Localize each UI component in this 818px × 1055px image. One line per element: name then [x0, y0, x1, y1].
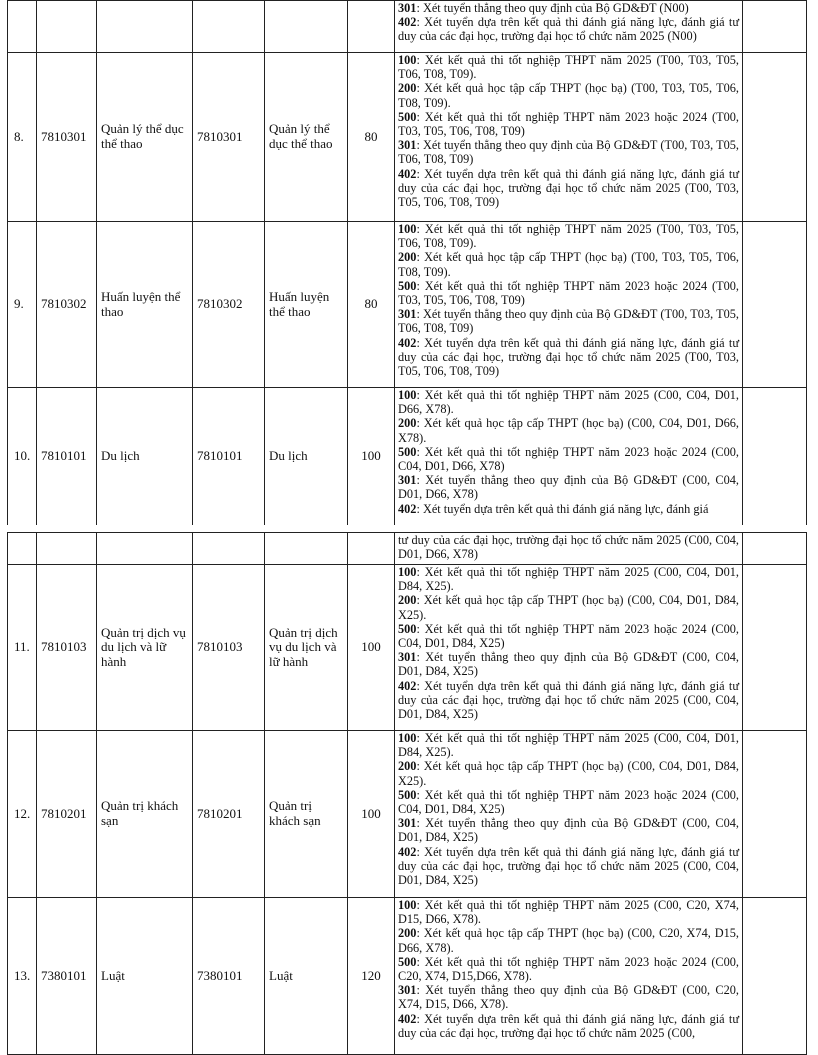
- major-name: Quản trị dịch vụ du lịch và lữ hành: [97, 565, 193, 731]
- admission-group-name: Quản trị khách sạn: [265, 731, 348, 898]
- major-name: Quản trị khách sạn: [97, 731, 193, 898]
- admission-group-name: Quản lý thể dục thể thao: [265, 53, 348, 222]
- method-code: 200: [398, 759, 417, 774]
- admission-table-part-2: [7, 532, 807, 1055]
- admission-method: [398, 110, 739, 138]
- admission-method: [398, 816, 739, 844]
- table-row: [8, 388, 807, 526]
- method-text: : Xét tuyển thẳng theo quy định của Bộ GD&ĐT (N00): [416, 1, 689, 15]
- admission-code: [193, 533, 265, 565]
- admission-method: [398, 81, 739, 109]
- method-code: 100: [398, 388, 417, 402]
- method-text: : Xét tuyển dựa trên kết quả thi đánh giá năng lực, đánh giá tư duy của các đại học, trường đại học tổ chức năm 2025 (C00, C04, D01, D84, X25): [398, 678, 739, 722]
- table-row: [8, 565, 807, 731]
- method-code: 301: [398, 473, 417, 488]
- admission-code: 7810302: [193, 222, 265, 388]
- method-text: : Xét tuyển dựa trên kết quả thi đánh giá năng lực, đánh giá tư duy của các đại học, trường đại học tổ chức năm 2025 (C00,: [398, 1011, 739, 1040]
- quota: [348, 1, 395, 53]
- admission-code: 7810103: [193, 565, 265, 731]
- admission-method: [398, 650, 739, 678]
- method-code: 100: [398, 222, 417, 236]
- method-text: : Xét kết quả thi tốt nghiệp THPT năm 2023 hoặc 2024 (C00, C20, X74, D15,D66, X78).: [398, 954, 739, 984]
- method-code: 500: [398, 787, 417, 802]
- admission-group-name: Quản trị dịch vụ du lịch và lữ hành: [265, 565, 348, 731]
- method-text: : Xét tuyển thẳng theo quy định của Bộ GD&ĐT (C00, C04, D01, D84, X25): [398, 650, 739, 679]
- major-code: 7810301: [37, 53, 97, 222]
- table-row: [8, 533, 807, 565]
- admission-methods: [395, 1, 743, 53]
- row-number: 9.: [8, 222, 37, 388]
- quota: 100: [348, 731, 395, 898]
- row-number: 8.: [8, 53, 37, 222]
- method-text: : Xét kết quả thi tốt nghiệp THPT năm 2025 (C00, C04, D01, D84, X25).: [398, 565, 739, 594]
- note-cell: [743, 53, 807, 222]
- admission-methods: [395, 533, 743, 565]
- method-text: : Xét kết quả thi tốt nghiệp THPT năm 2025 (T00, T03, T05, T06, T08, T09).: [398, 222, 739, 251]
- admission-method: [398, 445, 739, 473]
- method-code: 500: [398, 109, 417, 124]
- admission-methods: [395, 565, 743, 731]
- major-code: [37, 533, 97, 565]
- quota: 100: [348, 565, 395, 731]
- method-code: 402: [398, 15, 417, 30]
- admission-code: 7810301: [193, 53, 265, 222]
- method-code: 301: [398, 650, 417, 665]
- note-cell: [743, 898, 807, 1055]
- admission-method: [398, 533, 739, 561]
- method-text: : Xét tuyển dựa trên kết quả thi đánh giá năng lực, đánh giá tư duy của các đại học, trường đại học tổ chức năm 2025 (T00, T03, T05, T06, T08, T09): [398, 335, 739, 379]
- method-code: 200: [398, 926, 417, 941]
- major-name: [97, 533, 193, 565]
- admission-method: [398, 279, 739, 307]
- page-break-gap: [0, 525, 818, 532]
- admission-method: [398, 388, 739, 416]
- major-code: 7810103: [37, 565, 97, 731]
- admission-code: 7380101: [193, 898, 265, 1055]
- method-code: 402: [398, 678, 417, 693]
- row-number: [8, 1, 37, 53]
- method-code: 402: [398, 844, 417, 859]
- major-name: Du lịch: [97, 388, 193, 526]
- method-text: : Xét kết quả thi tốt nghiệp THPT năm 2025 (C00, C04, D01, D66, X78).: [398, 388, 739, 417]
- method-text: : Xét tuyển thẳng theo quy định của Bộ GD&ĐT (C00, C20, X74, D15, D66, X78).: [398, 983, 739, 1012]
- method-code: 200: [398, 250, 417, 265]
- admission-methods: [395, 388, 743, 526]
- method-text: : Xét tuyển thẳng theo quy định của Bộ GD&ĐT (C00, C04, D01, D66, X78): [398, 473, 739, 502]
- method-text: : Xét kết quả thi tốt nghiệp THPT năm 2023 hoặc 2024 (C00, C04, D01, D66, X78): [398, 444, 739, 474]
- note-cell: [743, 565, 807, 731]
- admission-methods: [395, 53, 743, 222]
- method-text: : Xét tuyển dựa trên kết quả thi đánh giá năng lực, đánh giá: [416, 501, 709, 516]
- admission-method: [398, 336, 739, 379]
- method-code: 200: [398, 593, 417, 608]
- admission-methods: [395, 898, 743, 1055]
- major-code: [37, 1, 97, 53]
- admission-method: [398, 416, 739, 444]
- method-text: : Xét kết quả học tập cấp THPT (học bạ) (T00, T03, T05, T06, T08, T09).: [398, 250, 739, 279]
- method-text: : Xét tuyển dựa trên kết quả thi đánh giá năng lực, đánh giá tư duy của các đại học, trường đại học tổ chức năm 2025 (T00, T03, T05, T06, T08, T09): [398, 166, 739, 210]
- method-code: 402: [398, 335, 417, 350]
- method-text: : Xét tuyển thẳng theo quy định của Bộ GD&ĐT (C00, C04, D01, D84, X25): [398, 816, 739, 845]
- note-cell: [743, 222, 807, 388]
- major-name: Huấn luyện thể thao: [97, 222, 193, 388]
- admission-method: [398, 731, 739, 759]
- quota: 80: [348, 53, 395, 222]
- admission-method: [398, 898, 739, 926]
- admission-method: [398, 759, 739, 787]
- method-text: : Xét kết quả thi tốt nghiệp THPT năm 2025 (C00, C04, D01, D84, X25).: [398, 731, 739, 760]
- note-cell: [743, 533, 807, 565]
- major-name: Quản lý thể dục thể thao: [97, 53, 193, 222]
- method-code: 301: [398, 307, 417, 322]
- row-number: 10.: [8, 388, 37, 526]
- quota: 120: [348, 898, 395, 1055]
- method-code: 100: [398, 53, 417, 67]
- row-number: 13.: [8, 898, 37, 1055]
- admission-group-name: Du lịch: [265, 388, 348, 526]
- method-text: : Xét kết quả học tập cấp THPT (học bạ) (C00, C04, D01, D66, X78).: [398, 416, 739, 445]
- admission-method: [398, 983, 739, 1011]
- admission-method: [398, 502, 739, 516]
- method-code: 500: [398, 278, 417, 293]
- method-code: 200: [398, 416, 417, 431]
- admission-method: [398, 167, 739, 210]
- row-number: 11.: [8, 565, 37, 731]
- major-name: Luật: [97, 898, 193, 1055]
- admission-group-name: Huấn luyện thể thao: [265, 222, 348, 388]
- method-text: : Xét kết quả học tập cấp THPT (học bạ) (C00, C20, X74, D15, D66, X78).: [398, 926, 739, 955]
- major-code: 7810101: [37, 388, 97, 526]
- admission-group-name: Luật: [265, 898, 348, 1055]
- method-text: tư duy của các đại học, trường đại học tổ chức năm 2025 (C00, C04, D01, D66, X78): [398, 533, 739, 562]
- admission-methods: [395, 731, 743, 898]
- method-code: 500: [398, 444, 417, 459]
- method-code: 200: [398, 81, 417, 96]
- quota: [348, 533, 395, 565]
- method-text: : Xét tuyển dựa trên kết quả thi đánh giá năng lực, đánh giá tư duy của các đại học, trường đại học tổ chức năm 2025 (C00, C04, D01, D84, X25): [398, 844, 739, 888]
- admission-method: [398, 250, 739, 278]
- method-text: : Xét kết quả thi tốt nghiệp THPT năm 2023 hoặc 2024 (C00, C04, D01, D84, X25): [398, 621, 739, 651]
- method-code: 301: [398, 138, 417, 153]
- table-row: [8, 898, 807, 1055]
- note-cell: [743, 1, 807, 53]
- method-text: : Xét kết quả thi tốt nghiệp THPT năm 2023 hoặc 2024 (T00, T03, T05, T06, T08, T09): [398, 109, 739, 139]
- method-code: 100: [398, 898, 417, 912]
- table-row: [8, 222, 807, 388]
- method-code: 500: [398, 621, 417, 636]
- method-text: : Xét kết quả học tập cấp THPT (học bạ) (C00, C04, D01, D84, X25).: [398, 593, 739, 622]
- quota: 100: [348, 388, 395, 526]
- admission-table-part-1: [7, 0, 807, 526]
- admission-method: [398, 1012, 739, 1040]
- admission-method: [398, 473, 739, 501]
- admission-method: [398, 565, 739, 593]
- method-code: 100: [398, 565, 417, 579]
- admission-method: [398, 53, 739, 81]
- admission-method: [398, 926, 739, 954]
- method-text: : Xét tuyển dựa trên kết quả thi đánh giá năng lực, đánh giá tư duy của các đại học, trường đại học tổ chức năm 2025 (N00): [398, 15, 739, 44]
- row-number: [8, 533, 37, 565]
- admission-method: [398, 593, 739, 621]
- admission-code: [193, 1, 265, 53]
- note-cell: [743, 731, 807, 898]
- major-code: 7810302: [37, 222, 97, 388]
- admission-method: [398, 679, 739, 722]
- admission-method: [398, 845, 739, 888]
- method-code: 402: [398, 1011, 417, 1026]
- admission-methods: [395, 222, 743, 388]
- admission-code: 7810201: [193, 731, 265, 898]
- method-text: : Xét kết quả thi tốt nghiệp THPT năm 2025 (T00, T03, T05, T06, T08, T09).: [398, 53, 739, 82]
- table-row: [8, 731, 807, 898]
- method-text: : Xét kết quả thi tốt nghiệp THPT năm 2023 hoặc 2024 (C00, C04, D01, D84, X25): [398, 787, 739, 817]
- method-text: : Xét kết quả học tập cấp THPT (học bạ) (C00, C04, D01, D84, X25).: [398, 759, 739, 788]
- method-text: : Xét kết quả học tập cấp THPT (học bạ) (T00, T03, T05, T06, T08, T09).: [398, 81, 739, 110]
- major-code: 7380101: [37, 898, 97, 1055]
- admission-method: [398, 622, 739, 650]
- admission-method: [398, 138, 739, 166]
- method-code: 402: [398, 501, 417, 516]
- table-row: [8, 1, 807, 53]
- admission-code: 7810101: [193, 388, 265, 526]
- method-text: : Xét tuyển thẳng theo quy định của Bộ GD&ĐT (T00, T03, T05, T06, T08, T09): [398, 138, 739, 167]
- method-code: 301: [398, 816, 417, 831]
- method-text: : Xét kết quả thi tốt nghiệp THPT năm 2025 (C00, C20, X74, D15, D66, X78).: [398, 898, 739, 927]
- admission-method: [398, 788, 739, 816]
- note-cell: [743, 388, 807, 526]
- row-number: 12.: [8, 731, 37, 898]
- table-row: [8, 53, 807, 222]
- admission-method: [398, 307, 739, 335]
- admission-method: [398, 1, 739, 15]
- method-text: : Xét kết quả thi tốt nghiệp THPT năm 2023 hoặc 2024 (T00, T03, T05, T06, T08, T09): [398, 278, 739, 308]
- admission-method: [398, 222, 739, 250]
- method-code: 301: [398, 1, 417, 15]
- admission-method: [398, 955, 739, 983]
- major-code: 7810201: [37, 731, 97, 898]
- method-text: : Xét tuyển thẳng theo quy định của Bộ GD&ĐT (T00, T03, T05, T06, T08, T09): [398, 307, 739, 336]
- admission-group-name: [265, 533, 348, 565]
- major-name: [97, 1, 193, 53]
- admission-group-name: [265, 1, 348, 53]
- method-code: 301: [398, 983, 417, 998]
- admission-method: [398, 15, 739, 43]
- method-code: 100: [398, 731, 417, 745]
- quota: 80: [348, 222, 395, 388]
- method-code: 500: [398, 954, 417, 969]
- method-code: 402: [398, 166, 417, 181]
